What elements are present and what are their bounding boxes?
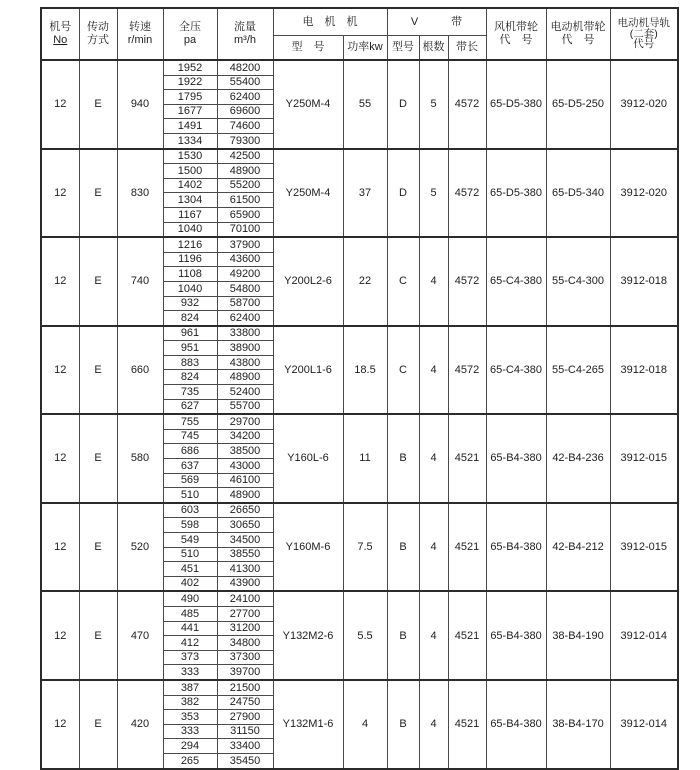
col-header-fan-no xyxy=(41,8,79,60)
cell-motor-pulley: 55-C4-300 xyxy=(546,237,610,326)
cell-pressure: 735 xyxy=(163,385,217,400)
cell-pressure: 294 xyxy=(163,739,217,754)
cell-motor-pulley: 38-B4-170 xyxy=(546,680,610,769)
cell-flow: 38900 xyxy=(217,341,273,356)
col-header-vbelt-model: 型号 xyxy=(387,36,419,61)
cell-flow: 61500 xyxy=(217,193,273,208)
col-header-vbelt-length: 带长 xyxy=(448,36,486,61)
cell-flow: 34200 xyxy=(217,429,273,444)
table-row xyxy=(41,503,678,518)
cell-flow: 34800 xyxy=(217,636,273,651)
speed-unit: r/min xyxy=(127,34,153,46)
drive-label-2: 方式 xyxy=(87,34,109,46)
cell-fan-no: 12 xyxy=(41,149,79,238)
cell-pressure: 412 xyxy=(163,636,217,651)
cell-flow: 54800 xyxy=(217,281,273,296)
cell-fan-pulley: 65-B4-380 xyxy=(486,503,546,592)
cell-fan-no: 12 xyxy=(41,503,79,592)
cell-pressure: 824 xyxy=(163,370,217,385)
cell-pressure: 961 xyxy=(163,326,217,341)
cell-pressure: 373 xyxy=(163,650,217,665)
cell-speed: 420 xyxy=(117,680,163,769)
cell-speed: 740 xyxy=(117,237,163,326)
cell-speed: 660 xyxy=(117,326,163,415)
cell-drive-type: E xyxy=(79,149,117,238)
cell-flow: 27900 xyxy=(217,710,273,725)
cell-pressure: 451 xyxy=(163,562,217,577)
cell-flow: 55400 xyxy=(217,75,273,90)
cell-motor-model: Y250M-4 xyxy=(273,60,343,149)
cell-belt-length: 4572 xyxy=(448,60,486,149)
cell-flow: 43600 xyxy=(217,252,273,267)
cell-fan-pulley: 65-D5-380 xyxy=(486,60,546,149)
table-row xyxy=(41,326,678,341)
cell-belt-type: B xyxy=(387,503,419,592)
cell-flow: 34500 xyxy=(217,533,273,548)
cell-flow: 48900 xyxy=(217,164,273,179)
cell-motor-model: Y200L1-6 xyxy=(273,326,343,415)
cell-pressure: 1491 xyxy=(163,119,217,134)
cell-pressure: 402 xyxy=(163,576,217,591)
cell-fan-pulley: 65-C4-380 xyxy=(486,326,546,415)
table-row xyxy=(41,414,678,429)
cell-speed: 830 xyxy=(117,149,163,238)
cell-fan-pulley: 65-C4-380 xyxy=(486,237,546,326)
cell-motor-model: Y132M1-6 xyxy=(273,680,343,769)
cell-belt-count: 4 xyxy=(419,503,448,592)
cell-motor-pulley: 38-B4-190 xyxy=(546,591,610,680)
cell-motor-pulley: 65-D5-250 xyxy=(546,60,610,149)
cell-flow: 70100 xyxy=(217,222,273,237)
cell-flow: 31200 xyxy=(217,621,273,636)
table-header xyxy=(41,8,678,60)
cell-fan-no: 12 xyxy=(41,326,79,415)
cell-fan-pulley: 65-B4-380 xyxy=(486,680,546,769)
cell-pressure: 745 xyxy=(163,429,217,444)
cell-speed: 580 xyxy=(117,414,163,503)
cell-drive-type: E xyxy=(79,237,117,326)
cell-flow: 69600 xyxy=(217,104,273,119)
cell-pressure: 1677 xyxy=(163,104,217,119)
cell-pressure: 569 xyxy=(163,473,217,488)
cell-motor-model: Y132M2-6 xyxy=(273,591,343,680)
fan-pulley-label: 风机带轮 xyxy=(494,21,538,34)
col-header-flow xyxy=(217,8,273,60)
cell-flow: 43900 xyxy=(217,576,273,591)
cell-flow: 48900 xyxy=(217,370,273,385)
cell-drive-type: E xyxy=(79,503,117,592)
fan-no-label: 机号 xyxy=(49,21,72,34)
speed-label: 转速 xyxy=(129,21,151,34)
cell-speed: 520 xyxy=(117,503,163,592)
cell-belt-count: 4 xyxy=(419,680,448,769)
cell-flow: 37300 xyxy=(217,650,273,665)
cell-belt-length: 4521 xyxy=(448,591,486,680)
cell-flow: 35450 xyxy=(217,753,273,768)
cell-belt-length: 4572 xyxy=(448,149,486,238)
cell-belt-type: B xyxy=(387,591,419,680)
cell-belt-count: 4 xyxy=(419,326,448,415)
col-header-pressure xyxy=(163,8,217,60)
cell-motor-rail: 3912-014 xyxy=(610,591,678,680)
cell-pressure: 1530 xyxy=(163,149,217,164)
cell-drive-type: E xyxy=(79,680,117,769)
cell-belt-count: 4 xyxy=(419,237,448,326)
cell-motor-power: 4 xyxy=(343,680,387,769)
cell-flow: 49200 xyxy=(217,267,273,282)
motor-rail-label: 电动机导轨 xyxy=(617,17,670,30)
cell-drive-type: E xyxy=(79,591,117,680)
cell-flow: 29700 xyxy=(217,414,273,429)
cell-fan-pulley: 65-B4-380 xyxy=(486,414,546,503)
cell-pressure: 510 xyxy=(163,488,217,503)
cell-pressure: 265 xyxy=(163,753,217,768)
col-header-motor-model: 型 号 xyxy=(273,36,343,61)
cell-motor-rail: 3912-018 xyxy=(610,326,678,415)
cell-pressure: 1795 xyxy=(163,90,217,105)
pressure-unit: pa xyxy=(183,34,197,46)
cell-flow: 52400 xyxy=(217,385,273,400)
cell-pressure: 951 xyxy=(163,341,217,356)
cell-belt-length: 4521 xyxy=(448,680,486,769)
cell-pressure: 382 xyxy=(163,695,217,710)
flow-label: 流量 xyxy=(234,21,256,34)
motor-pulley-label: 电动机带轮 xyxy=(550,21,606,34)
cell-belt-count: 5 xyxy=(419,149,448,238)
fan-spec-table xyxy=(40,7,679,770)
cell-pressure: 1108 xyxy=(163,267,217,282)
cell-pressure: 824 xyxy=(163,311,217,326)
cell-motor-rail: 3912-020 xyxy=(610,60,678,149)
cell-pressure: 1040 xyxy=(163,281,217,296)
cell-fan-no: 12 xyxy=(41,414,79,503)
cell-pressure: 883 xyxy=(163,355,217,370)
cell-belt-count: 5 xyxy=(419,60,448,149)
cell-flow: 55200 xyxy=(217,178,273,193)
cell-pressure: 510 xyxy=(163,547,217,562)
cell-pressure: 1500 xyxy=(163,164,217,179)
cell-flow: 26650 xyxy=(217,503,273,518)
cell-flow: 48200 xyxy=(217,60,273,75)
cell-pressure: 686 xyxy=(163,444,217,459)
flow-unit: m³/h xyxy=(234,34,256,46)
cell-flow: 48900 xyxy=(217,488,273,503)
col-header-motor-power: 功率kw xyxy=(343,36,387,61)
cell-motor-rail: 3912-015 xyxy=(610,503,678,592)
cell-speed: 470 xyxy=(117,591,163,680)
cell-fan-no: 12 xyxy=(41,680,79,769)
table-row xyxy=(41,60,678,75)
cell-flow: 24100 xyxy=(217,591,273,606)
cell-motor-power: 22 xyxy=(343,237,387,326)
cell-belt-type: B xyxy=(387,414,419,503)
cell-flow: 39700 xyxy=(217,665,273,680)
cell-pressure: 333 xyxy=(163,665,217,680)
cell-pressure: 1304 xyxy=(163,193,217,208)
cell-pressure: 1040 xyxy=(163,222,217,237)
cell-flow: 24750 xyxy=(217,695,273,710)
cell-fan-no: 12 xyxy=(41,237,79,326)
cell-belt-length: 4572 xyxy=(448,326,486,415)
cell-motor-rail: 3912-020 xyxy=(610,149,678,238)
cell-pressure: 932 xyxy=(163,296,217,311)
cell-flow: 58700 xyxy=(217,296,273,311)
cell-flow: 79300 xyxy=(217,133,273,148)
cell-fan-pulley: 65-D5-380 xyxy=(486,149,546,238)
cell-belt-count: 4 xyxy=(419,591,448,680)
cell-pressure: 598 xyxy=(163,518,217,533)
fan-pulley-code-label: 代 号 xyxy=(499,34,533,46)
cell-flow: 43800 xyxy=(217,355,273,370)
cell-flow: 42500 xyxy=(217,149,273,164)
cell-belt-type: B xyxy=(387,680,419,769)
cell-flow: 37900 xyxy=(217,237,273,252)
table-row xyxy=(41,237,678,252)
cell-motor-model: Y200L2-6 xyxy=(273,237,343,326)
cell-belt-length: 4521 xyxy=(448,503,486,592)
cell-flow: 55700 xyxy=(217,399,273,414)
cell-flow: 30650 xyxy=(217,518,273,533)
cell-motor-power: 37 xyxy=(343,149,387,238)
cell-pressure: 1167 xyxy=(163,207,217,222)
table-row xyxy=(41,680,678,695)
group-header-motor: 电 机 机 xyxy=(273,8,387,36)
cell-motor-rail: 3912-015 xyxy=(610,414,678,503)
cell-motor-power: 11 xyxy=(343,414,387,503)
cell-motor-pulley: 65-D5-340 xyxy=(546,149,610,238)
cell-pressure: 549 xyxy=(163,533,217,548)
cell-belt-type: D xyxy=(387,60,419,149)
cell-pressure: 1922 xyxy=(163,75,217,90)
cell-motor-model: Y160L-6 xyxy=(273,414,343,503)
cell-fan-no: 12 xyxy=(41,60,79,149)
cell-motor-rail: 3912-018 xyxy=(610,237,678,326)
cell-pressure: 441 xyxy=(163,621,217,636)
cell-motor-model: Y160M-6 xyxy=(273,503,343,592)
cell-flow: 43000 xyxy=(217,459,273,474)
motor-pulley-code-label: 代 号 xyxy=(561,34,595,46)
fan-no-unit: No xyxy=(53,34,68,46)
cell-pressure: 1196 xyxy=(163,252,217,267)
col-header-drive xyxy=(79,8,117,60)
col-header-speed xyxy=(117,8,163,60)
cell-pressure: 627 xyxy=(163,399,217,414)
cell-flow: 31150 xyxy=(217,724,273,739)
cell-belt-length: 4572 xyxy=(448,237,486,326)
cell-fan-pulley: 65-B4-380 xyxy=(486,591,546,680)
cell-belt-type: D xyxy=(387,149,419,238)
cell-flow: 46100 xyxy=(217,473,273,488)
cell-pressure: 637 xyxy=(163,459,217,474)
cell-flow: 62400 xyxy=(217,90,273,105)
cell-drive-type: E xyxy=(79,60,117,149)
motor-rail-code-label: 代号 xyxy=(633,38,655,51)
drive-label: 传动 xyxy=(87,21,109,34)
cell-flow: 21500 xyxy=(217,680,273,695)
cell-flow: 33400 xyxy=(217,739,273,754)
cell-motor-rail: 3912-014 xyxy=(610,680,678,769)
cell-motor-pulley: 42-B4-236 xyxy=(546,414,610,503)
table-row xyxy=(41,149,678,164)
cell-flow: 41300 xyxy=(217,562,273,577)
cell-pressure: 485 xyxy=(163,606,217,621)
cell-pressure: 353 xyxy=(163,710,217,725)
col-header-vbelt-count: 根数 xyxy=(419,36,448,61)
motor-rail-note: (二套) xyxy=(629,27,658,40)
header-row-1 xyxy=(41,8,678,36)
cell-flow: 62400 xyxy=(217,311,273,326)
cell-flow: 38550 xyxy=(217,547,273,562)
cell-motor-power: 18.5 xyxy=(343,326,387,415)
cell-pressure: 1402 xyxy=(163,178,217,193)
col-header-motor-pulley xyxy=(546,8,610,60)
cell-pressure: 1216 xyxy=(163,237,217,252)
cell-motor-pulley: 42-B4-212 xyxy=(546,503,610,592)
cell-flow: 33800 xyxy=(217,326,273,341)
col-header-motor-rail xyxy=(610,8,678,60)
cell-pressure: 490 xyxy=(163,591,217,606)
col-header-fan-pulley xyxy=(486,8,546,60)
table-row xyxy=(41,591,678,606)
cell-speed: 940 xyxy=(117,60,163,149)
cell-pressure: 387 xyxy=(163,680,217,695)
cell-drive-type: E xyxy=(79,414,117,503)
cell-motor-pulley: 55-C4-265 xyxy=(546,326,610,415)
cell-fan-no: 12 xyxy=(41,591,79,680)
cell-motor-model: Y250M-4 xyxy=(273,149,343,238)
table-body xyxy=(41,60,678,769)
cell-motor-power: 5.5 xyxy=(343,591,387,680)
cell-belt-type: C xyxy=(387,326,419,415)
cell-drive-type: E xyxy=(79,326,117,415)
cell-pressure: 603 xyxy=(163,503,217,518)
cell-motor-power: 55 xyxy=(343,60,387,149)
cell-belt-count: 4 xyxy=(419,414,448,503)
cell-belt-length: 4521 xyxy=(448,414,486,503)
cell-flow: 38500 xyxy=(217,444,273,459)
cell-belt-type: C xyxy=(387,237,419,326)
cell-pressure: 333 xyxy=(163,724,217,739)
pressure-label: 全压 xyxy=(179,21,201,34)
cell-motor-power: 7.5 xyxy=(343,503,387,592)
cell-pressure: 1334 xyxy=(163,133,217,148)
cell-pressure: 1952 xyxy=(163,60,217,75)
cell-flow: 65900 xyxy=(217,207,273,222)
cell-pressure: 755 xyxy=(163,414,217,429)
group-header-vbelt: V 带 xyxy=(387,8,486,36)
cell-flow: 27700 xyxy=(217,606,273,621)
cell-flow: 74600 xyxy=(217,119,273,134)
